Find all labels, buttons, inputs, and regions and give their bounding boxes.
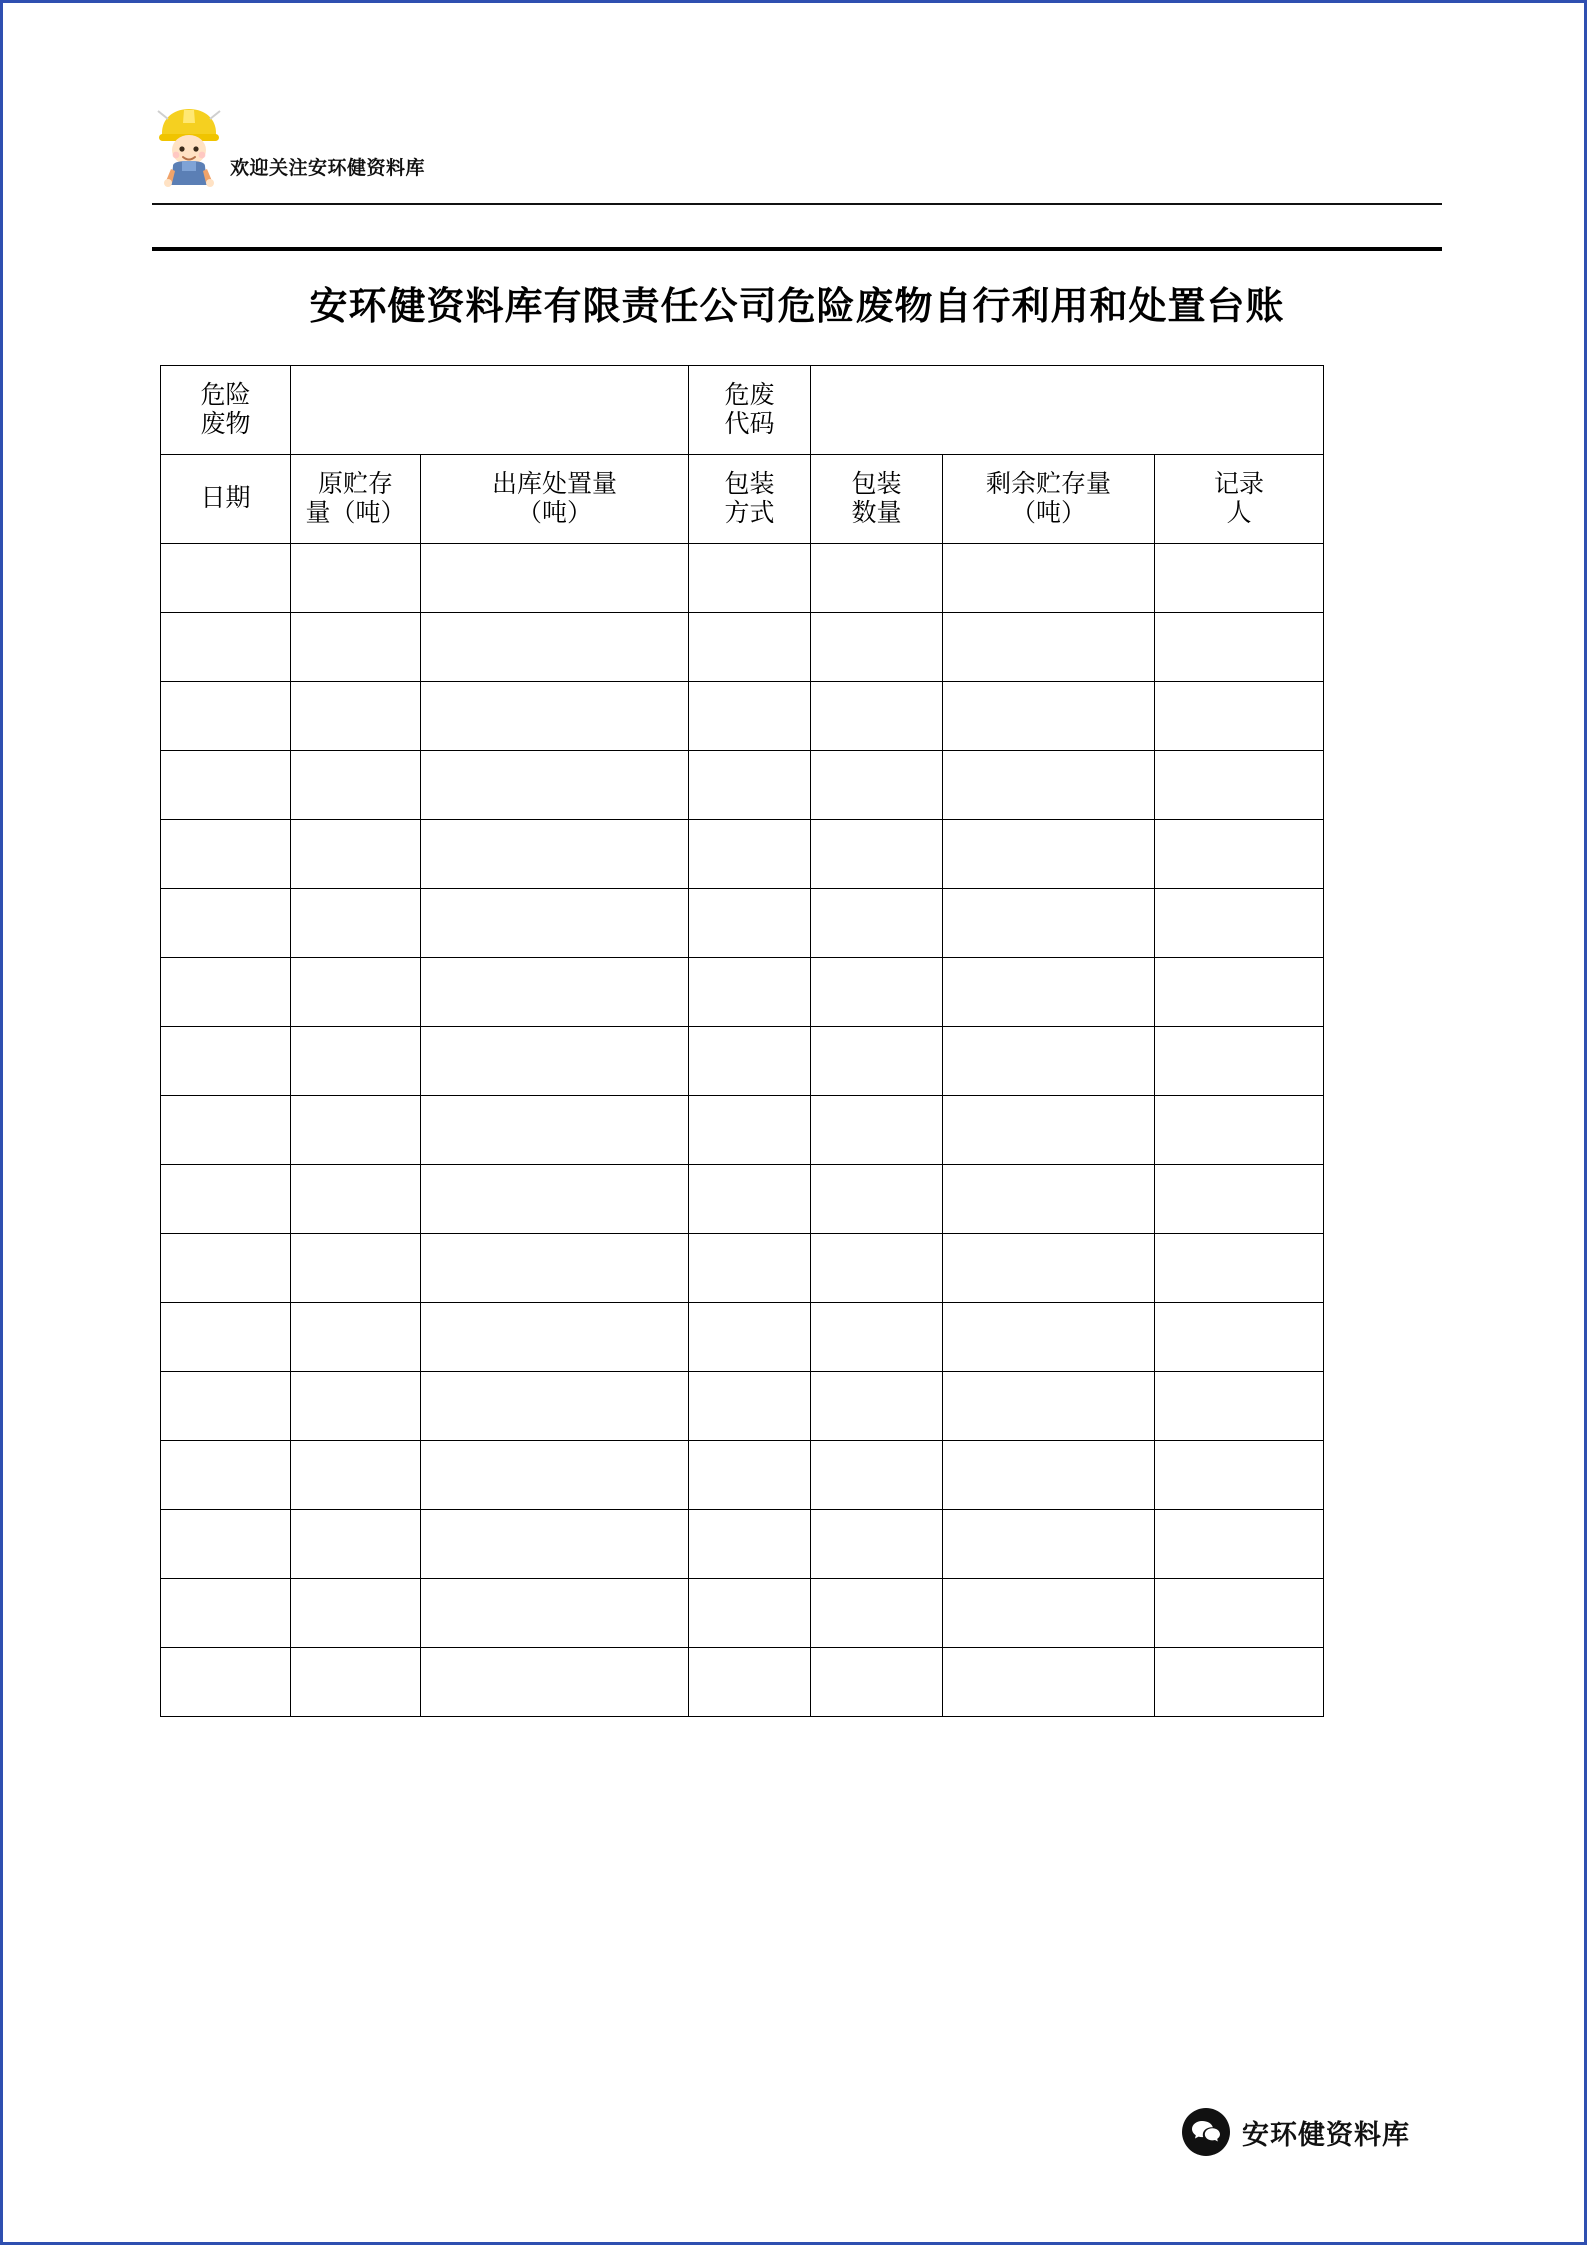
table-cell-packaging_quantity[interactable] [811, 1372, 943, 1441]
table-cell-date[interactable] [161, 1441, 291, 1510]
footer-badge [1182, 2102, 1482, 2162]
table-cell-packaging_quantity[interactable] [811, 1303, 943, 1372]
table-cell-date[interactable] [161, 1303, 291, 1372]
table-cell-original_storage[interactable] [291, 1579, 421, 1648]
table-cell-original_storage[interactable] [291, 1027, 421, 1096]
table-cell-packaging_quantity[interactable] [811, 1027, 943, 1096]
header-cell-code-value[interactable] [811, 366, 1324, 455]
table-cell-original_storage[interactable] [291, 1165, 421, 1234]
table-cell-remaining_storage[interactable] [943, 889, 1155, 958]
table-cell-outbound_disposal[interactable] [421, 889, 689, 958]
column-header-packaging-quantity-line1: 包装 [851, 470, 902, 498]
table-cell-packaging_method[interactable] [689, 751, 811, 820]
table-cell-recorder[interactable] [1155, 1303, 1324, 1372]
table-cell-outbound_disposal[interactable] [421, 1648, 689, 1717]
table-cell-packaging_quantity[interactable] [811, 613, 943, 682]
wechat-official-account-icon [1182, 2108, 1230, 2156]
table-cell-packaging_method[interactable] [689, 1372, 811, 1441]
table-header-row-1 [161, 366, 1324, 455]
table-cell-date[interactable] [161, 682, 291, 751]
footer-badge-text: 安环健资料库 [1242, 2119, 1410, 2150]
waste-label-line2: 废物 [200, 411, 251, 438]
table-row [161, 1579, 1324, 1648]
table-cell-outbound_disposal[interactable] [421, 682, 689, 751]
table-cell-packaging_quantity[interactable] [811, 1579, 943, 1648]
table-row [161, 1510, 1324, 1579]
table-cell-packaging_method[interactable] [689, 1303, 811, 1372]
table-cell-outbound_disposal[interactable] [421, 1510, 689, 1579]
table-row [161, 889, 1324, 958]
table-cell-packaging_quantity[interactable] [811, 1234, 943, 1303]
table-cell-original_storage[interactable] [291, 1441, 421, 1510]
table-row [161, 1441, 1324, 1510]
table-cell-packaging_method[interactable] [689, 820, 811, 889]
table-cell-remaining_storage[interactable] [943, 1096, 1155, 1165]
column-header-original-storage-line2: 量（吨） [305, 500, 406, 527]
table-row [161, 544, 1324, 613]
column-header-original-storage-line1: 原贮存 [317, 470, 393, 498]
table-cell-packaging_method[interactable] [689, 1579, 811, 1648]
table-cell-recorder[interactable] [1155, 544, 1324, 613]
table-cell-packaging_quantity[interactable] [811, 751, 943, 820]
table-cell-original_storage[interactable] [291, 613, 421, 682]
table-cell-recorder[interactable] [1155, 958, 1324, 1027]
table-cell-remaining_storage[interactable] [943, 1510, 1155, 1579]
column-header-outbound-disposal-line2: （吨） [516, 500, 592, 527]
page-title: 安环健资料库有限责任公司危险废物自行利用和处置台账 [309, 286, 1285, 328]
table-cell-date[interactable] [161, 1648, 291, 1717]
table-row [161, 820, 1324, 889]
table-cell-packaging_quantity[interactable] [811, 544, 943, 613]
table-cell-outbound_disposal[interactable] [421, 820, 689, 889]
table-cell-remaining_storage[interactable] [943, 613, 1155, 682]
table-cell-recorder[interactable] [1155, 1234, 1324, 1303]
table-cell-recorder[interactable] [1155, 1648, 1324, 1717]
table-cell-packaging_method[interactable] [689, 1648, 811, 1717]
table-cell-recorder[interactable] [1155, 1372, 1324, 1441]
table-row [161, 1303, 1324, 1372]
table-row [161, 1096, 1324, 1165]
table-cell-recorder[interactable] [1155, 751, 1324, 820]
table-cell-packaging_method[interactable] [689, 1027, 811, 1096]
table-row [161, 1648, 1324, 1717]
table-row [161, 1234, 1324, 1303]
table-cell-packaging_quantity[interactable] [811, 820, 943, 889]
column-header-recorder-line2: 人 [1226, 500, 1252, 527]
column-header-recorder-line1: 记录 [1214, 470, 1265, 498]
table-cell-remaining_storage[interactable] [943, 958, 1155, 1027]
table-cell-remaining_storage[interactable] [943, 1372, 1155, 1441]
table-cell-packaging_method[interactable] [689, 613, 811, 682]
table-cell-remaining_storage[interactable] [943, 1027, 1155, 1096]
table-cell-original_storage[interactable] [291, 889, 421, 958]
table-cell-packaging_quantity[interactable] [811, 1441, 943, 1510]
document-sheet [17, 17, 1576, 2234]
document-header [152, 97, 1442, 207]
table-cell-remaining_storage[interactable] [943, 820, 1155, 889]
header-cell-waste-label [161, 366, 291, 455]
table-cell-remaining_storage[interactable] [943, 682, 1155, 751]
table-row [161, 1027, 1324, 1096]
table-cell-outbound_disposal[interactable] [421, 1027, 689, 1096]
table-cell-original_storage[interactable] [291, 1648, 421, 1717]
header-cell-code-label [689, 366, 811, 455]
column-header-packaging-method [689, 455, 811, 544]
table-cell-packaging_method[interactable] [689, 682, 811, 751]
table-cell-recorder[interactable] [1155, 820, 1324, 889]
table-cell-outbound_disposal[interactable] [421, 1165, 689, 1234]
table-cell-packaging_method[interactable] [689, 544, 811, 613]
table-cell-packaging_method[interactable] [689, 1165, 811, 1234]
table-cell-original_storage[interactable] [291, 682, 421, 751]
column-header-packaging-quantity [811, 455, 943, 544]
ledger-table [160, 365, 1324, 1717]
table-cell-packaging_quantity[interactable] [811, 1510, 943, 1579]
table-cell-date[interactable] [161, 1510, 291, 1579]
table-row [161, 682, 1324, 751]
table-row [161, 1165, 1324, 1234]
table-cell-packaging_quantity[interactable] [811, 889, 943, 958]
table-cell-original_storage[interactable] [291, 1234, 421, 1303]
table-cell-recorder[interactable] [1155, 1027, 1324, 1096]
table-cell-date[interactable] [161, 1234, 291, 1303]
column-header-date-line1: 日期 [200, 485, 251, 513]
table-cell-packaging_quantity[interactable] [811, 1165, 943, 1234]
table-cell-original_storage[interactable] [291, 1096, 421, 1165]
header-cell-waste-value[interactable] [291, 366, 689, 455]
table-cell-date[interactable] [161, 544, 291, 613]
table-cell-packaging_method[interactable] [689, 1096, 811, 1165]
table-cell-recorder[interactable] [1155, 1579, 1324, 1648]
table-cell-date[interactable] [161, 889, 291, 958]
table-cell-outbound_disposal[interactable] [421, 1303, 689, 1372]
column-header-remaining-storage-line1: 剩余贮存量 [985, 470, 1111, 498]
table-cell-outbound_disposal[interactable] [421, 958, 689, 1027]
table-cell-date[interactable] [161, 1579, 291, 1648]
table-cell-outbound_disposal[interactable] [421, 544, 689, 613]
table-cell-recorder[interactable] [1155, 1510, 1324, 1579]
column-header-remaining-storage-line2: （吨） [1010, 500, 1086, 527]
column-header-outbound-disposal-line1: 出库处置量 [491, 470, 617, 498]
table-cell-recorder[interactable] [1155, 1441, 1324, 1510]
table-cell-remaining_storage[interactable] [943, 751, 1155, 820]
waste-label-line1: 危险 [200, 381, 251, 409]
table-cell-packaging_method[interactable] [689, 1234, 811, 1303]
table-cell-packaging_quantity[interactable] [811, 1648, 943, 1717]
table-cell-packaging_quantity[interactable] [811, 958, 943, 1027]
table-cell-remaining_storage[interactable] [943, 1579, 1155, 1648]
column-header-packaging-method-line1: 包装 [724, 470, 775, 498]
table-cell-packaging_quantity[interactable] [811, 682, 943, 751]
table-cell-original_storage[interactable] [291, 1372, 421, 1441]
column-header-date [161, 455, 291, 544]
table-cell-outbound_disposal[interactable] [421, 1234, 689, 1303]
table-cell-recorder[interactable] [1155, 682, 1324, 751]
table-cell-date[interactable] [161, 751, 291, 820]
header-divider-thin [152, 203, 1442, 205]
table-row [161, 958, 1324, 1027]
table-row [161, 613, 1324, 682]
table-cell-remaining_storage[interactable] [943, 1303, 1155, 1372]
table-cell-packaging_method[interactable] [689, 958, 811, 1027]
table-cell-remaining_storage[interactable] [943, 1441, 1155, 1510]
table-cell-outbound_disposal[interactable] [421, 1096, 689, 1165]
table-cell-outbound_disposal[interactable] [421, 1579, 689, 1648]
table-cell-packaging_method[interactable] [689, 889, 811, 958]
column-header-original-storage [291, 455, 421, 544]
table-row [161, 751, 1324, 820]
table-cell-remaining_storage[interactable] [943, 1648, 1155, 1717]
column-header-packaging-quantity-line2: 数量 [851, 500, 902, 527]
table-cell-remaining_storage[interactable] [943, 544, 1155, 613]
table-cell-recorder[interactable] [1155, 1096, 1324, 1165]
header-divider-thick [152, 247, 1442, 251]
table-cell-date[interactable] [161, 958, 291, 1027]
table-header-row-2 [161, 455, 1324, 544]
table-cell-packaging_quantity[interactable] [811, 1096, 943, 1165]
table-cell-recorder[interactable] [1155, 613, 1324, 682]
table-cell-outbound_disposal[interactable] [421, 1372, 689, 1441]
table-cell-date[interactable] [161, 1096, 291, 1165]
table-cell-packaging_method[interactable] [689, 1441, 811, 1510]
table-cell-original_storage[interactable] [291, 958, 421, 1027]
table-cell-date[interactable] [161, 1027, 291, 1096]
table-cell-original_storage[interactable] [291, 751, 421, 820]
table-cell-outbound_disposal[interactable] [421, 613, 689, 682]
table-cell-recorder[interactable] [1155, 889, 1324, 958]
table-cell-remaining_storage[interactable] [943, 1165, 1155, 1234]
table-cell-recorder[interactable] [1155, 1165, 1324, 1234]
table-cell-date[interactable] [161, 1165, 291, 1234]
table-cell-date[interactable] [161, 613, 291, 682]
header-welcome-text: 欢迎关注安环健资料库 [230, 158, 426, 179]
table-cell-remaining_storage[interactable] [943, 1234, 1155, 1303]
table-cell-original_storage[interactable] [291, 544, 421, 613]
table-cell-date[interactable] [161, 1372, 291, 1441]
table-cell-original_storage[interactable] [291, 1303, 421, 1372]
table-cell-original_storage[interactable] [291, 820, 421, 889]
table-row [161, 1372, 1324, 1441]
code-label-line2: 代码 [724, 411, 775, 438]
column-header-remaining-storage [943, 455, 1155, 544]
ledger-table-wrapper [160, 365, 1323, 1717]
table-cell-outbound_disposal[interactable] [421, 1441, 689, 1510]
worker-hardhat-avatar-icon [152, 103, 226, 189]
column-header-recorder [1155, 455, 1324, 544]
code-label-line1: 危废 [724, 381, 775, 409]
table-cell-original_storage[interactable] [291, 1510, 421, 1579]
table-cell-outbound_disposal[interactable] [421, 751, 689, 820]
column-header-outbound-disposal [421, 455, 689, 544]
table-cell-date[interactable] [161, 820, 291, 889]
table-cell-packaging_method[interactable] [689, 1510, 811, 1579]
column-header-packaging-method-line2: 方式 [724, 500, 775, 527]
